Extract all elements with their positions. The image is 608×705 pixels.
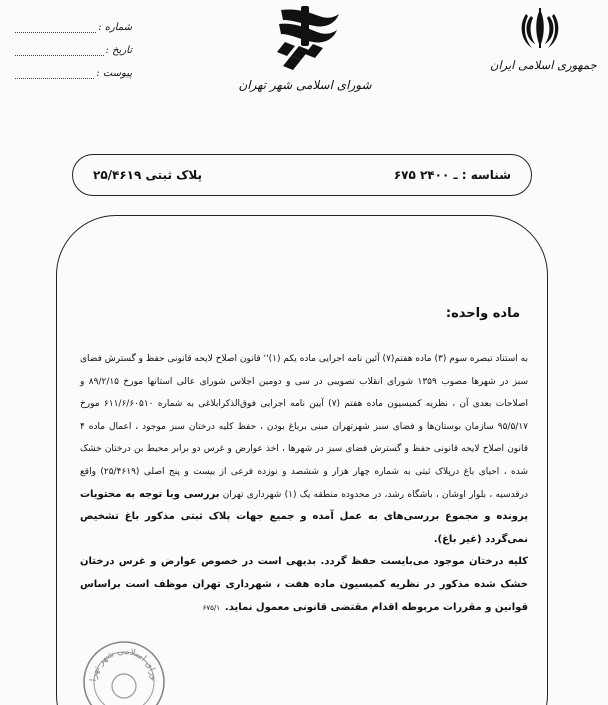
number-field — [12, 10, 132, 33]
council-seal-icon — [82, 640, 166, 705]
date-field — [12, 33, 132, 56]
body-paragraph: به استناد تبصره سوم (۳) ماده هفتم(۷) آئین نامه اجرایی ماده یکم (۱)'' قانون اصلاح لایحه قانونی حفظ و گسترش فضای سبز در شهرها مصوب ۱۳۵۹ شورای انقلاب تصویبی در سی و دومین اجلاس شورای عالی استانها مورخ ۸۹/۲/۱۵ و اصلاحات بعدی آن ، نظریه کمیسیون ماده هفتم (۷) آیین نامه اجرایی فوق‌الذکرابلاغی به شماره ۶۱۱/۶/۶۰۵۱۰ مورخ ۹۵/۵/۱۷ سازمان بوستان‌ها و فضای سبز شهرتهران مبنی برباغ بودن ، حفظ کلیه درختان سبز موجود ، اعمال ماده ۴ قانون اصلاح لایحه قانونی حفظ و گسترش فضای سبز در شهرها ، اخذ عوارض و غرس دو برابر محیط بن درختان خشک شده ، احیای باغ درپلاک ثبتی به شماره چهار هزار و ششصد و نوزده فرعی از بیست و پنج اصلی (۲۵/۴۶۱۹) واقع درقدسیه ، بلوار اوشان ، باشگاه رشد، در محدوده منطقه یک (۱) شهرداری تهران — [80, 354, 529, 500]
resolution-body — [80, 348, 528, 619]
body-footnote: ۶۷۵/۱ — [202, 603, 221, 612]
svg-text:شورای اسلامی شهر تهران — [82, 640, 159, 682]
number-label: شماره : — [98, 22, 132, 33]
plate-label: پلاک ثبتی — [145, 168, 203, 182]
letter-id — [394, 168, 511, 182]
council-header — [225, 6, 385, 92]
council-name: شورای اسلامی شهر تهران — [238, 78, 372, 92]
plate-value: ۲۵/۴۶۱۹ — [93, 168, 142, 182]
number-dots — [15, 25, 96, 33]
attachment-dots — [15, 71, 94, 79]
letter-id-label: شناسه : — [461, 168, 511, 182]
attachment-field — [12, 56, 132, 79]
letter-meta — [12, 10, 132, 79]
iran-emblem-icon — [518, 6, 562, 50]
registration-plate — [93, 168, 202, 182]
date-dots — [15, 48, 104, 56]
council-logo-icon — [265, 6, 345, 72]
single-article-title: ماده واحده: — [445, 306, 520, 321]
reference-box — [72, 154, 532, 196]
country-header — [490, 6, 597, 72]
letter-id-value: ۶۷۵ ـ ۲۴۰۰ — [393, 168, 458, 182]
body-conclusion: کلیه درختان موجود می‌بایست حفظ گردد. بدیهی است در خصوص عوارض و غرس درختان خشک شده مذکور در نظریه کمیسیون ماده هفت ، شهرداری تهران موظف است براساس قوانین و مقررات مربوطه اقدام مقتضی قانونی معمول نماید. — [80, 556, 528, 613]
council-seal — [82, 640, 166, 705]
seal-text: ورای اسلامی شهر تهرا — [88, 646, 159, 682]
date-label: تاریخ : — [105, 45, 132, 56]
attachment-label: پیوست : — [96, 68, 132, 79]
body-decision: بررسی وبا توجه به محتویات پرونده و مجموع بررسی‌های به عمل آمده و جمیع جهات پلاک ثبتی مذکور باغ تشخیص نمی‌گردد (غیر باغ). — [80, 488, 528, 545]
country-name: جمهوری اسلامی ایران — [490, 58, 597, 72]
